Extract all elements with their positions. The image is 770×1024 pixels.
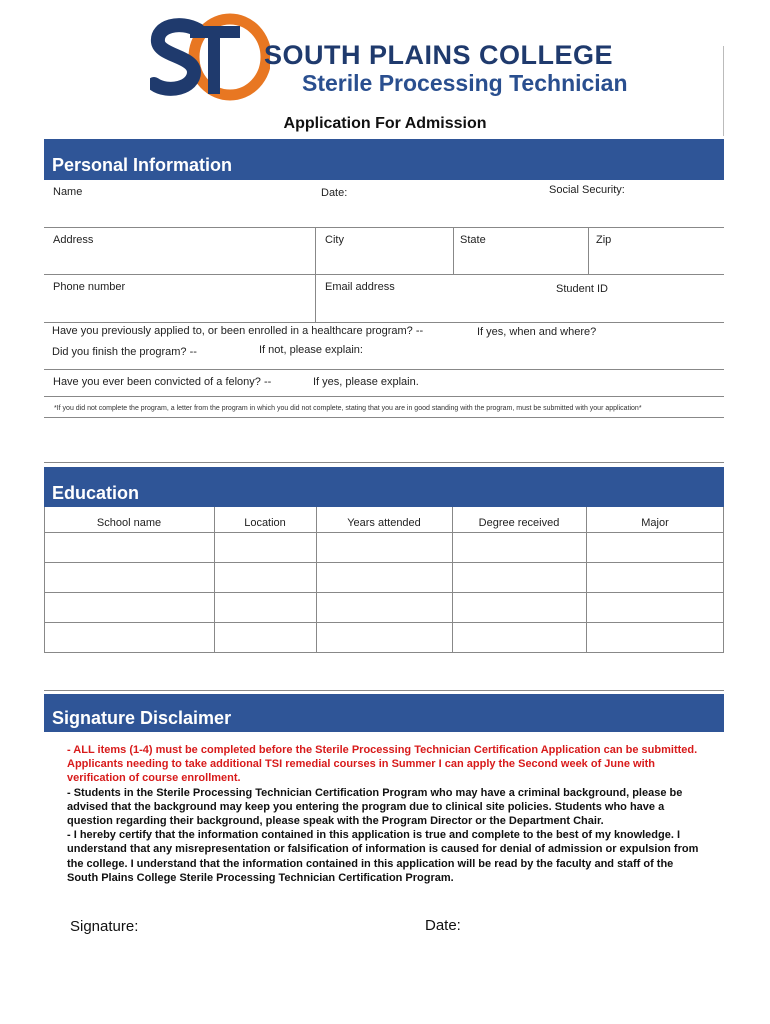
signature-date-field[interactable]: Date: bbox=[425, 917, 461, 934]
felony-explain-field[interactable]: If yes, please explain. bbox=[313, 376, 419, 388]
student-id-field[interactable]: Student ID bbox=[556, 283, 608, 295]
previous-program-question[interactable]: Have you previously applied to, or been enrolled in a healthcare program? -- bbox=[52, 325, 424, 337]
education-col-school: School name bbox=[96, 517, 162, 529]
signature-section-header bbox=[44, 694, 724, 732]
education-row[interactable] bbox=[45, 533, 723, 562]
form-title: Application For Admission bbox=[283, 115, 487, 132]
signature-section-title: Signature Disclaimer bbox=[52, 708, 232, 728]
disclaimer-text bbox=[67, 743, 707, 885]
ssn-field[interactable]: Social Security: bbox=[549, 184, 625, 196]
certification-statement: - I hereby certify that the information contained in this application is true and complete to the best of my knowledge. I understand that any misrepresentation or falsification of information is caused for denial of admission or expulsion from the college. I understand that the information contained in this application will be read by the faculty and staff of the South Plains College Sterile Processing Technician Certification Program. bbox=[67, 829, 699, 884]
education-row[interactable] bbox=[45, 563, 723, 592]
program-name: Sterile Processing Technician bbox=[302, 70, 628, 96]
name-field[interactable]: Name bbox=[53, 186, 83, 198]
education-section-header bbox=[44, 467, 724, 507]
education-col-years: Years attended bbox=[347, 517, 421, 529]
education-col-location: Location bbox=[244, 517, 286, 529]
personal-section-title: Personal Information bbox=[52, 155, 233, 175]
education-section-title: Education bbox=[52, 483, 140, 503]
incomplete-program-footnote: *If you did not complete the program, a letter from the program in which you did not complete, stating that you are in good standing with the program, must be submitted with your application* bbox=[54, 405, 642, 412]
state-field[interactable]: State bbox=[460, 234, 486, 246]
date-field[interactable]: Date: bbox=[321, 187, 348, 199]
finish-program-question[interactable]: Did you finish the program? -- bbox=[52, 346, 197, 358]
when-where-field[interactable]: If yes, when and where? bbox=[477, 326, 597, 338]
education-row[interactable] bbox=[45, 593, 723, 622]
education-row[interactable] bbox=[45, 623, 723, 652]
signature-field[interactable]: Signature: bbox=[70, 918, 139, 935]
phone-field[interactable]: Phone number bbox=[53, 281, 126, 293]
education-col-major: Major bbox=[641, 517, 669, 529]
zip-field[interactable]: Zip bbox=[596, 234, 612, 246]
felony-question[interactable]: Have you ever been convicted of a felony? -- bbox=[53, 376, 272, 388]
background-notice: - Students in the Sterile Processing Technician Certification Program who may have a criminal background, please be advised that the background may keep you entering the program due to clinical site policies. Students who have a question regarding their background, please speak with the Program Director or the Department Chair. bbox=[67, 786, 683, 828]
city-field[interactable]: City bbox=[325, 234, 344, 246]
spc-monogram-logo bbox=[150, 12, 270, 102]
address-field[interactable]: Address bbox=[53, 234, 94, 246]
personal-section-header bbox=[44, 139, 724, 180]
education-col-degree: Degree received bbox=[478, 517, 560, 529]
explain-not-finished-field[interactable]: If not, please explain: bbox=[259, 344, 363, 356]
college-logo bbox=[150, 12, 270, 102]
email-field[interactable]: Email address bbox=[325, 281, 395, 293]
requirements-warning: - ALL items (1-4) must be completed before the Sterile Processing Technician Certification Application can be submitted. Applicants needing to take additional TSI remedial courses in Summer I can apply the Second week of June with verification of course enrollment. bbox=[67, 744, 698, 785]
college-name: SOUTH PLAINS COLLEGE bbox=[264, 40, 614, 70]
